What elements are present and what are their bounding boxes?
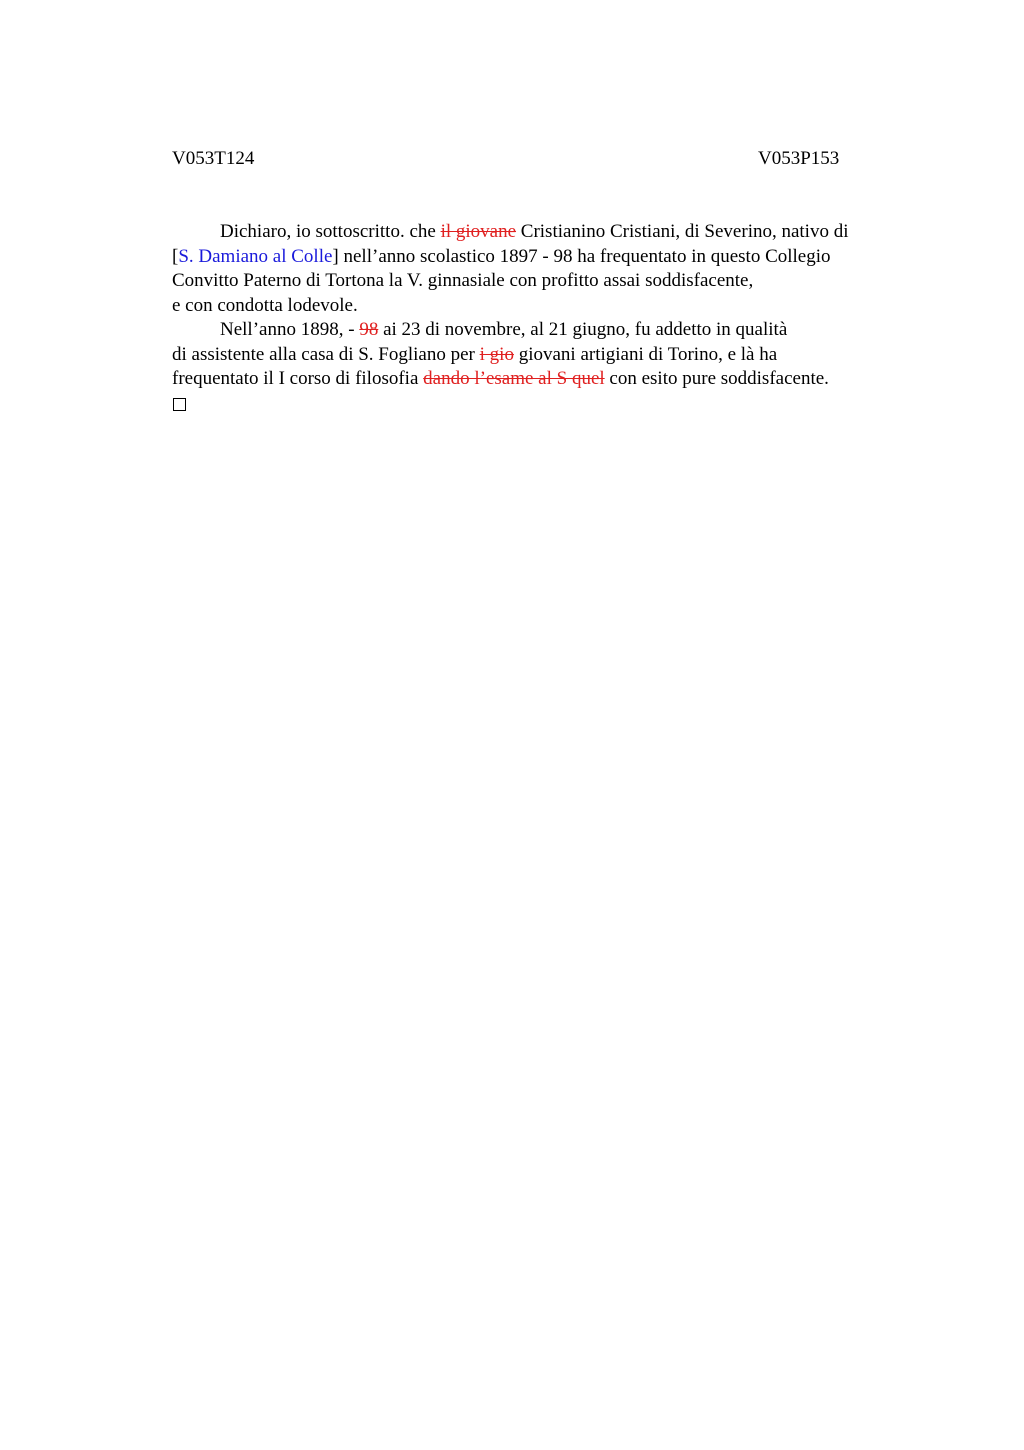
- paragraph1-line1: [172, 220, 932, 245]
- inserted-text: S. Damiano al Colle: [178, 245, 333, 267]
- paragraph2-line3: [172, 367, 932, 392]
- deleted-text: 98: [359, 319, 379, 340]
- deleted-text: dando l’esame al S quel: [423, 368, 605, 389]
- document-body: [172, 220, 932, 418]
- bracket: [: [172, 245, 179, 267]
- text-segment: ] nell’anno scolastico 1897 - 98 ha frequentato in questo Collegio: [332, 245, 831, 267]
- deleted-text: i gio: [479, 343, 514, 365]
- paragraph2-line1: [172, 318, 932, 343]
- text-segment: Cristianino Cristiani, di Severino, nativo di: [516, 221, 849, 242]
- text-segment: ai 23 di novembre, al 21 giugno, fu addetto in qualità: [378, 319, 788, 340]
- paragraph1-line2: [172, 245, 932, 270]
- square-outline-icon: [173, 398, 186, 411]
- text-segment: con esito pure soddisfacente.: [604, 368, 829, 389]
- paragraph1-line3: Convitto Paterno di Tortona la V. ginnasiale con profitto assai soddisfacente,: [172, 270, 754, 291]
- deleted-text: il giovane: [440, 221, 517, 242]
- paragraph1-line4: e con condotta lodevole.: [172, 294, 358, 316]
- text-segment: frequentato il I corso di filosofia: [172, 368, 424, 389]
- paragraph2-line2: [172, 343, 932, 368]
- header-left-code: V053T124: [172, 148, 255, 169]
- text-segment: giovani artigiani di Torino, e là ha: [513, 343, 778, 365]
- text-segment: di assistente alla casa di S. Fogliano per: [172, 343, 480, 365]
- text-segment: Dichiaro, io sottoscritto. che: [220, 221, 441, 242]
- text-segment: Nell’anno 1898, -: [220, 319, 360, 340]
- header-right-code: V053P153: [758, 148, 840, 169]
- end-mark-line: [172, 392, 932, 419]
